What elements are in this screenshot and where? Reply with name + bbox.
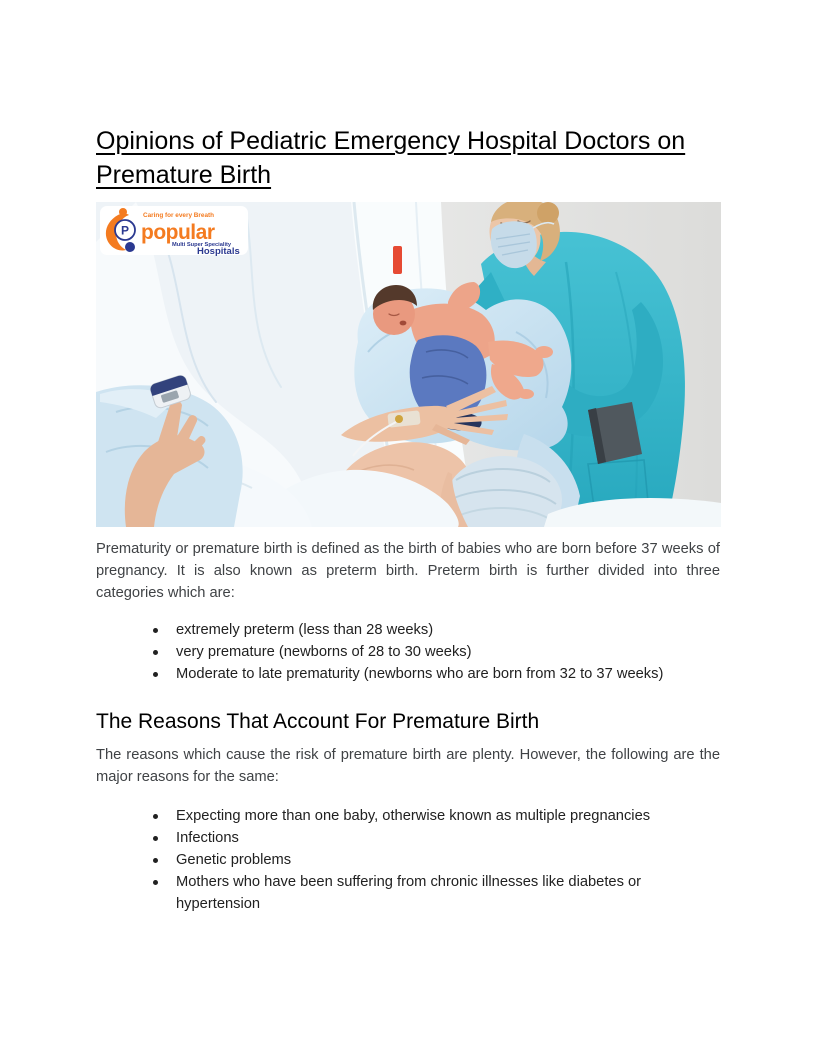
list-item: Genetic problems [176, 849, 720, 871]
reasons-bullet-list [96, 805, 720, 915]
svg-text:P: P [120, 223, 130, 238]
reasons-paragraph: The reasons which cause the risk of premature birth are plenty. However, the following are the major reasons for the same: [96, 747, 720, 785]
page-title: Opinions of Pediatric Emergency Hospital Doctors on Premature Birth [96, 127, 686, 189]
section-heading: The Reasons That Account For Premature Birth [96, 710, 540, 733]
intro-bullet-list [96, 619, 720, 685]
list-item: very premature (newborns of 28 to 30 weeks) [176, 641, 720, 663]
list-item: Expecting more than one baby, otherwise known as multiple pregnancies [176, 805, 720, 827]
logo-hospitals: Hospitals [197, 246, 240, 257]
logo-subtitle: Multi Super Speciality [172, 242, 232, 248]
logo-brand: popular [141, 221, 215, 244]
hero-image [96, 202, 721, 527]
intro-paragraph: Prematurity or premature birth is defined as the birth of babies who are born before 37 weeks of pregnancy. It is also known as preterm birth. Preterm birth is further divided into three categories which are: [96, 541, 720, 601]
list-item: Moderate to late prematurity (newborns who are born from 32 to 37 weeks) [176, 663, 673, 685]
hospital-logo [100, 206, 248, 257]
list-item: Mothers who have been suffering from chronic illnesses like diabetes or hypertension [176, 871, 720, 915]
list-item: Infections [176, 827, 720, 849]
list-item: extremely preterm (less than 28 weeks) [176, 619, 720, 641]
logo-tagline: Caring for every Breath [143, 212, 215, 219]
hero-illustration [96, 202, 721, 527]
red-tag [393, 246, 402, 274]
